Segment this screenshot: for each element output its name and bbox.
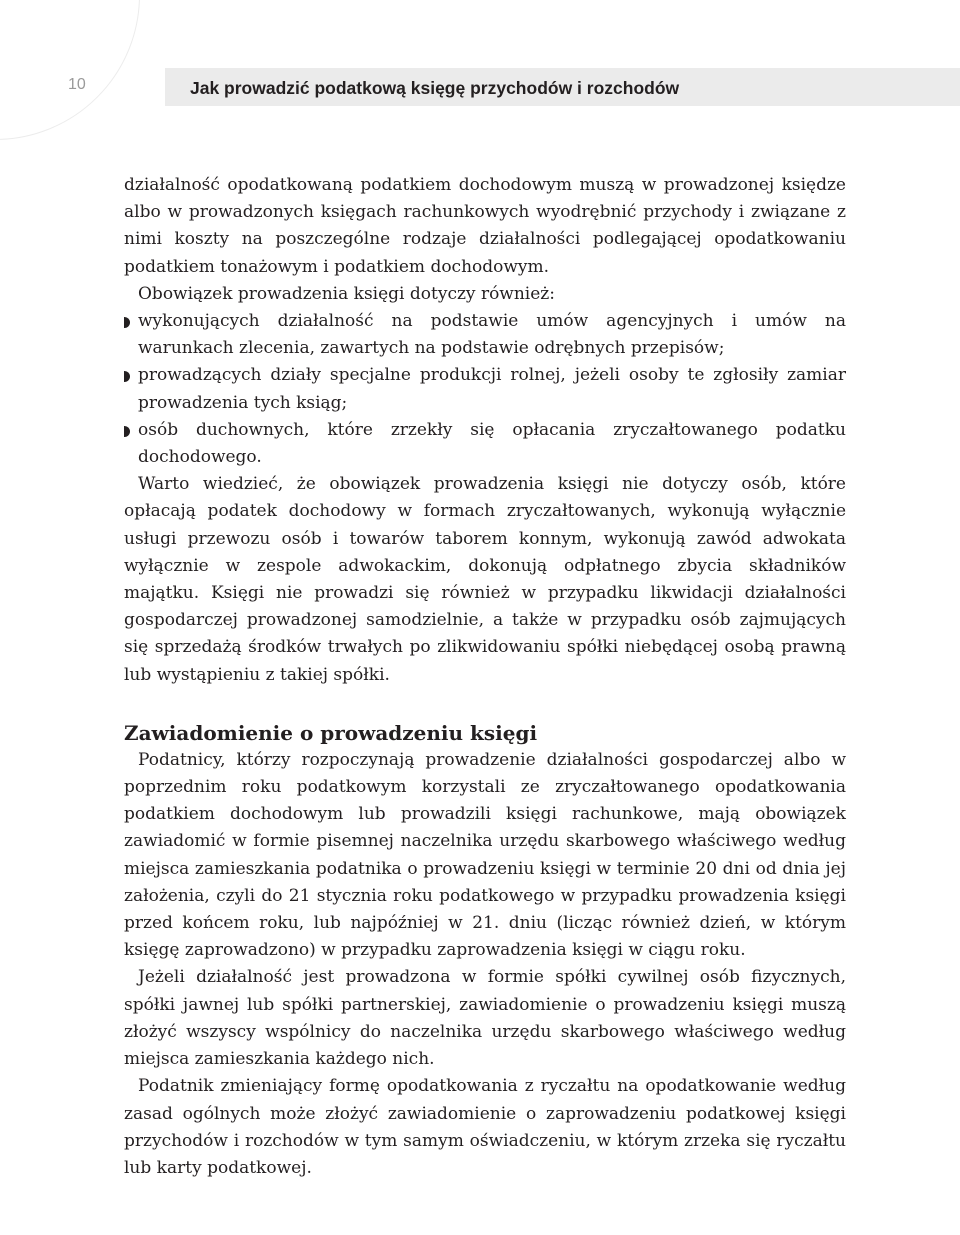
page-body xyxy=(124,172,846,1182)
list-item-text: prowadzących działy specjalne produkcji rolnej, jeżeli osoby te zgłosiły zamiar prowadzenia tych ksiąg; xyxy=(138,365,846,413)
list-item-text: wykonujących działalność na podstawie umów agencyjnych i umów na warunkach zlecenia, zawartych na podstawie odrębnych przepisów; xyxy=(138,311,846,359)
paragraph: Podatnicy, którzy rozpoczynają prowadzenie działalności gospodarczej albo w poprzednim roku podatkowym korzystali ze zryczałtowanego opodatkowania podatkiem dochodowym lub prowadzili księgi rachunkowe, mają obowiązek zawiadomić w formie pisemnej naczelnika urzędu skarbowego właściwego według miejsca zamieszkania podatnika o prowadzeniu księgi w terminie 20 dni od dnia jej założenia, czyli do 21 stycznia roku podatkowego w przypadku prowadzenia księgi przed końcem roku, lub najpóźniej w 21. dniu (licząc również dzień, w którym księgę zaprowadzono) w przypadku zaprowadzenia księgi w ciągu roku. xyxy=(124,749,846,961)
paragraph: Podatnik zmieniający formę opodatkowania z ryczałtu na opodatkowanie według zasad ogólnych może złożyć zawiadomienie o zaprowadzeniu podatkowej księgi przychodów i rozchodów w tym samym oświadczeniu, w którym zrzeka się ryczałtu lub karty podatkowej. xyxy=(124,1076,846,1178)
section-heading: Zawiadomienie o prowadzeniu księgi xyxy=(124,720,538,745)
list-item xyxy=(124,308,846,362)
list-item-text: osób duchownych, które zrzekły się opłacania zryczałtowanego podatku dochodowego. xyxy=(138,419,846,468)
corner-decoration xyxy=(0,0,140,140)
half-circle-bullet-icon xyxy=(124,317,130,328)
paragraph: Warto wiedzieć, że obowiązek prowadzenia księgi nie dotyczy osób, które opłacają podatek dochodowy w formach zryczałtowanych, wykonują wyłącznie usługi przewozu osób i towarów taborem konnym, wykonują zawód adwokata wyłącznie w zespole adwokackim, dokonują odpłatnego zbycia składników majątku. Księgi nie prowadzi się również w przypadku likwidacji działalności gospodarczej prowadzonej samodzielnie, a także w przypadku osób zajmujących się sprzedażą środków trwałych po zlikwidowaniu spółki niebędącej osobą prawną lub wystąpieniu z takiej spółki. xyxy=(124,474,846,685)
bullet-list xyxy=(124,308,846,471)
half-circle-bullet-icon xyxy=(124,371,130,382)
page-number: 10 xyxy=(68,76,86,93)
running-title: Jak prowadzić podatkową księgę przychodów i rozchodów xyxy=(190,78,680,98)
paragraph: Obowiązek prowadzenia księgi dotyczy również: xyxy=(138,283,555,304)
half-circle-bullet-icon xyxy=(124,426,130,437)
paragraph: Jeżeli działalność jest prowadzona w formie spółki cywilnej osób fizycznych, spółki jawnej lub spółki partnerskiej, zawiadomienie o prowadzeniu księgi muszą złożyć wszyscy wspólnicy do naczelnika urzędu skarbowego właściwego według miejsca zamieszkania każdego nich. xyxy=(124,967,846,1070)
list-item xyxy=(124,417,846,471)
paragraph: działalność opodatkowaną podatkiem dochodowym muszą w prowadzonej księdze albo w prowadzonych księgach rachunkowych wyodrębnić przychody i związane z nimi koszty na poszczególne rodzaje działalności podlegającej opodatkowaniu podatkiem tonażowym i podatkiem dochodowym. xyxy=(124,175,846,277)
list-item xyxy=(124,362,846,416)
